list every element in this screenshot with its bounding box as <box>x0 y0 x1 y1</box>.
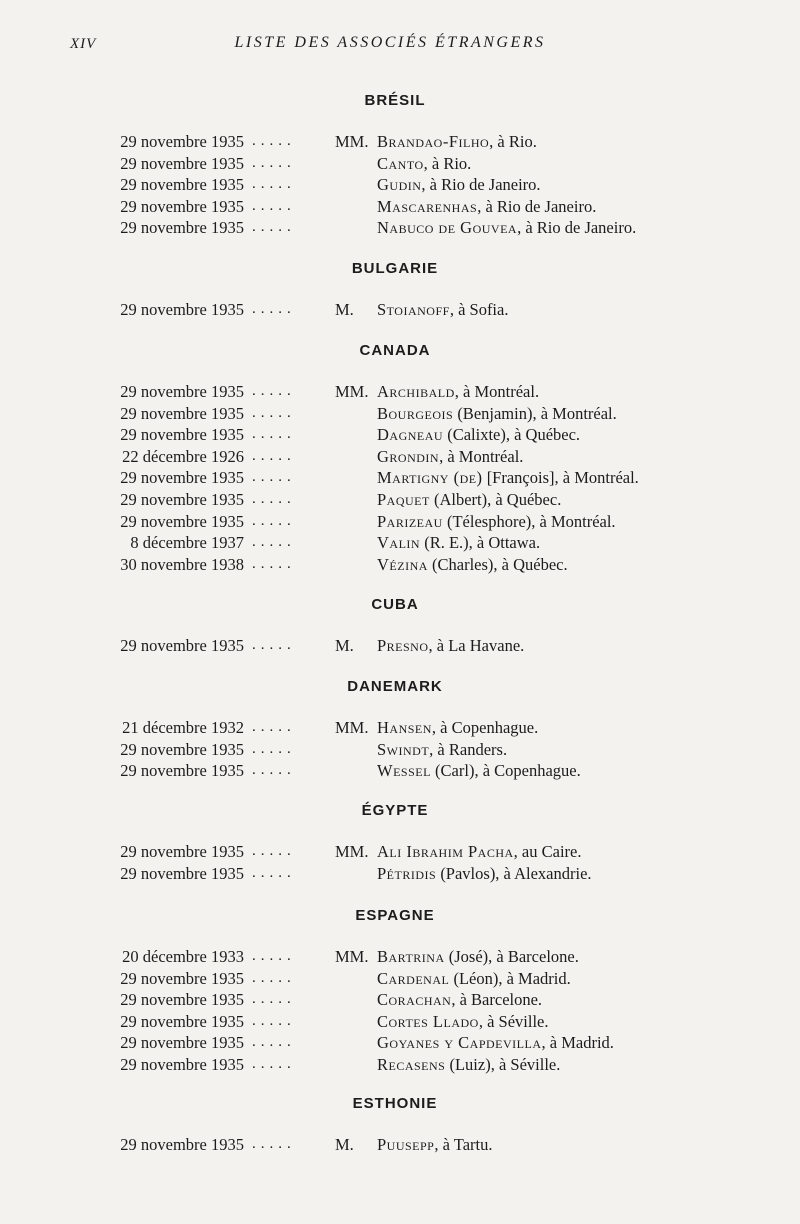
honorific: M. <box>335 300 354 319</box>
member-location: (Albert), à Québec. <box>429 489 562 509</box>
election-date: 29 novembre 1935 <box>120 300 244 319</box>
leader-dots: ..... <box>252 740 296 757</box>
member-name <box>377 489 561 511</box>
member-surname: Vézina <box>377 554 428 574</box>
member-name <box>377 403 617 425</box>
member-location: , à Rio. <box>423 153 472 173</box>
member-entry <box>0 1032 800 1054</box>
election-date: 29 novembre 1935 <box>120 739 244 759</box>
member-surname: Bartrina <box>377 947 445 966</box>
member-location: (José), à Barcelone. <box>444 947 579 966</box>
member-surname: Stoianoff <box>377 300 450 319</box>
member-location: (Pavlos), à Alexandrie. <box>436 863 592 883</box>
page-number: XIV <box>70 36 97 52</box>
member-location: , à Montréal. <box>454 382 540 401</box>
country-section <box>0 676 800 782</box>
country-heading: CUBA <box>371 596 419 613</box>
member-name <box>377 989 542 1011</box>
leader-dots: ..... <box>252 1034 296 1051</box>
member-entry <box>0 1054 800 1076</box>
leader-dots: ..... <box>252 469 296 486</box>
country-section <box>0 340 800 575</box>
member-location: (Luiz), à Séville. <box>445 1054 561 1074</box>
member-location: , à Madrid. <box>541 1033 614 1053</box>
member-name <box>377 760 581 782</box>
member-entry <box>0 841 800 863</box>
member-location: (Léon), à Madrid. <box>449 968 571 988</box>
member-name <box>377 174 541 196</box>
election-date: 29 novembre 1935 <box>120 1135 244 1154</box>
member-surname: Mascarenhas <box>377 196 478 216</box>
member-location: , à Rio. <box>489 132 537 151</box>
entry-list <box>0 635 800 657</box>
leader-dots: ..... <box>252 637 296 653</box>
country-section <box>0 90 800 239</box>
honorific: MM. <box>335 718 369 737</box>
country-section <box>0 905 800 1076</box>
election-date: 29 novembre 1935 <box>120 863 244 883</box>
member-surname: Presno <box>377 636 429 655</box>
member-location: , à Sofia. <box>449 300 509 319</box>
member-entry <box>0 299 800 321</box>
member-entry <box>0 717 800 739</box>
member-name <box>377 424 580 446</box>
member-entry <box>0 1134 800 1156</box>
election-date: 29 novembre 1935 <box>120 842 244 861</box>
member-entry <box>0 554 800 576</box>
member-location: [François], à Montréal. <box>482 468 639 488</box>
leader-dots: ..... <box>252 490 296 507</box>
country-heading: BRÉSIL <box>364 92 426 109</box>
member-entry <box>0 1011 800 1033</box>
member-location: (Benjamin), à Montréal. <box>453 403 617 423</box>
leader-dots: ..... <box>252 864 296 881</box>
member-surname: Pétridis <box>377 863 437 883</box>
election-date: 29 novembre 1935 <box>120 511 244 531</box>
member-entry <box>0 403 800 425</box>
leader-dots: ..... <box>252 219 296 236</box>
member-location: , à Copenhague. <box>431 718 539 737</box>
country-section <box>0 258 800 321</box>
member-entry <box>0 196 800 218</box>
member-name <box>377 467 639 489</box>
member-name <box>377 946 579 968</box>
member-name <box>377 217 636 239</box>
leader-dots: ..... <box>252 1136 296 1152</box>
honorific: MM. <box>335 947 369 966</box>
election-date: 29 novembre 1935 <box>120 196 244 216</box>
member-surname: Canto <box>377 153 424 173</box>
member-surname: Recasens <box>377 1054 446 1074</box>
honorific: M. <box>335 636 354 655</box>
member-entry <box>0 760 800 782</box>
member-location: (Télesphore), à Montréal. <box>442 511 616 531</box>
honorific: MM. <box>335 132 369 151</box>
member-name <box>377 717 538 739</box>
member-surname: Paquet <box>377 489 430 509</box>
leader-dots: ..... <box>252 383 296 399</box>
entry-list <box>0 131 800 239</box>
election-date: 30 novembre 1938 <box>120 554 244 574</box>
leader-dots: ..... <box>252 534 296 551</box>
member-location: (Charles), à Québec. <box>427 554 568 574</box>
page-header <box>0 34 800 58</box>
country-heading: ESPAGNE <box>355 907 435 924</box>
leader-dots: ..... <box>252 948 296 964</box>
country-section <box>0 800 800 884</box>
running-title: LISTE DES ASSOCIÉS ÉTRANGERS <box>234 34 546 51</box>
election-date: 29 novembre 1935 <box>120 990 244 1010</box>
entry-list <box>0 841 800 884</box>
election-date: 29 novembre 1935 <box>120 382 244 401</box>
election-date: 29 novembre 1935 <box>120 968 244 988</box>
member-name <box>377 863 592 885</box>
member-location: , à Rio de Janeiro. <box>517 218 637 238</box>
member-location: , à Rio de Janeiro. <box>421 175 541 195</box>
entry-list <box>0 299 800 321</box>
election-date: 29 novembre 1935 <box>120 1033 244 1053</box>
member-name <box>377 196 596 218</box>
member-entry <box>0 946 800 968</box>
member-name <box>377 739 507 761</box>
leader-dots: ..... <box>252 1055 296 1072</box>
member-name <box>377 1032 614 1054</box>
leader-dots: ..... <box>252 555 296 572</box>
entry-list <box>0 381 800 575</box>
member-surname: Hansen <box>377 718 432 737</box>
entry-list <box>0 717 800 782</box>
leader-dots: ..... <box>252 1012 296 1029</box>
election-date: 29 novembre 1935 <box>120 1011 244 1031</box>
member-name <box>377 153 471 175</box>
member-name <box>377 381 539 403</box>
member-name <box>377 554 568 576</box>
member-entry <box>0 174 800 196</box>
member-entry <box>0 739 800 761</box>
member-name <box>377 1054 560 1076</box>
member-surname: Ali Ibrahim Pacha <box>377 842 514 861</box>
member-entry <box>0 489 800 511</box>
election-date: 29 novembre 1935 <box>120 175 244 195</box>
member-surname: Bourgeois <box>377 403 454 423</box>
member-surname: Cortes Llado <box>377 1011 479 1031</box>
member-surname: Swindt <box>377 739 430 759</box>
leader-dots: ..... <box>252 991 296 1008</box>
member-name <box>377 532 540 554</box>
leader-dots: ..... <box>252 176 296 193</box>
leader-dots: ..... <box>252 447 296 464</box>
member-entry <box>0 217 800 239</box>
member-entry <box>0 863 800 885</box>
member-surname: Goyanes y Capdevilla <box>377 1033 542 1053</box>
member-name <box>377 131 537 153</box>
member-surname: Brandao-Filho <box>377 132 490 151</box>
member-location: , à Montréal. <box>439 446 524 466</box>
election-date: 29 novembre 1935 <box>120 1054 244 1074</box>
member-location: (Calixte), à Québec. <box>443 425 581 445</box>
election-date: 29 novembre 1935 <box>120 636 244 655</box>
member-location: (R. E.), à Ottawa. <box>420 533 541 553</box>
honorific: MM. <box>335 842 369 861</box>
member-entry <box>0 446 800 468</box>
member-location: , à Séville. <box>478 1011 549 1031</box>
member-name <box>377 1011 548 1033</box>
member-surname: Grondin <box>377 446 440 466</box>
member-name <box>377 511 616 533</box>
leader-dots: ..... <box>252 969 296 986</box>
member-surname: Archibald <box>377 382 455 401</box>
member-location: , à Barcelone. <box>451 990 543 1010</box>
election-date: 20 décembre 1933 <box>122 947 244 966</box>
election-date: 29 novembre 1935 <box>120 218 244 238</box>
election-date: 29 novembre 1935 <box>120 132 244 151</box>
member-entry <box>0 424 800 446</box>
member-surname: Parizeau <box>377 511 443 531</box>
member-name <box>377 968 571 990</box>
member-entry <box>0 153 800 175</box>
country-heading: CANADA <box>359 342 431 359</box>
member-name <box>377 446 523 468</box>
member-entry <box>0 131 800 153</box>
member-entry <box>0 968 800 990</box>
member-entry <box>0 511 800 533</box>
election-date: 29 novembre 1935 <box>120 761 244 781</box>
member-entry <box>0 989 800 1011</box>
leader-dots: ..... <box>252 719 296 735</box>
member-name <box>377 841 581 863</box>
election-date: 29 novembre 1935 <box>120 489 244 509</box>
leader-dots: ..... <box>252 133 296 149</box>
country-heading: BULGARIE <box>351 260 439 277</box>
member-location: , à Rio de Janeiro. <box>477 196 597 216</box>
election-date: 8 décembre 1937 <box>130 533 244 553</box>
country-heading: DANEMARK <box>347 678 443 695</box>
country-heading: ESTHONIE <box>352 1095 438 1112</box>
member-location: , à La Havane. <box>428 636 525 655</box>
country-heading: ÉGYPTE <box>361 802 429 819</box>
country-section <box>0 594 800 657</box>
honorific: M. <box>335 1135 354 1154</box>
member-name <box>377 635 524 657</box>
member-entry <box>0 381 800 403</box>
leader-dots: ..... <box>252 154 296 171</box>
member-surname: Puusepp <box>377 1135 435 1154</box>
leader-dots: ..... <box>252 426 296 443</box>
member-surname: Martigny (de) <box>377 468 483 488</box>
member-entry <box>0 532 800 554</box>
member-surname: Cardenal <box>377 968 450 988</box>
member-location: (Carl), à Copenhague. <box>430 761 581 781</box>
election-date: 29 novembre 1935 <box>120 468 244 488</box>
honorific: MM. <box>335 382 369 401</box>
election-date: 29 novembre 1935 <box>120 403 244 423</box>
entry-list <box>0 1134 800 1156</box>
member-surname: Gudin <box>377 175 422 195</box>
member-surname: Nabuco de Gouvea <box>377 218 518 238</box>
member-entry <box>0 467 800 489</box>
member-location: , au Caire. <box>513 842 582 861</box>
election-date: 29 novembre 1935 <box>120 425 244 445</box>
leader-dots: ..... <box>252 843 296 859</box>
member-surname: Wessel <box>377 761 431 781</box>
leader-dots: ..... <box>252 404 296 421</box>
member-surname: Corachan <box>377 990 452 1010</box>
leader-dots: ..... <box>252 197 296 214</box>
member-name <box>377 1134 492 1156</box>
member-surname: Dagneau <box>377 425 444 445</box>
leader-dots: ..... <box>252 512 296 529</box>
member-surname: Valin <box>377 533 421 553</box>
member-location: , à Randers. <box>429 739 508 759</box>
country-section <box>0 1093 800 1156</box>
entry-list <box>0 946 800 1076</box>
election-date: 21 décembre 1932 <box>122 718 244 737</box>
member-location: , à Tartu. <box>434 1135 493 1154</box>
member-entry <box>0 635 800 657</box>
election-date: 22 décembre 1926 <box>122 446 244 466</box>
election-date: 29 novembre 1935 <box>120 153 244 173</box>
leader-dots: ..... <box>252 762 296 779</box>
leader-dots: ..... <box>252 301 296 317</box>
member-name <box>377 299 508 321</box>
